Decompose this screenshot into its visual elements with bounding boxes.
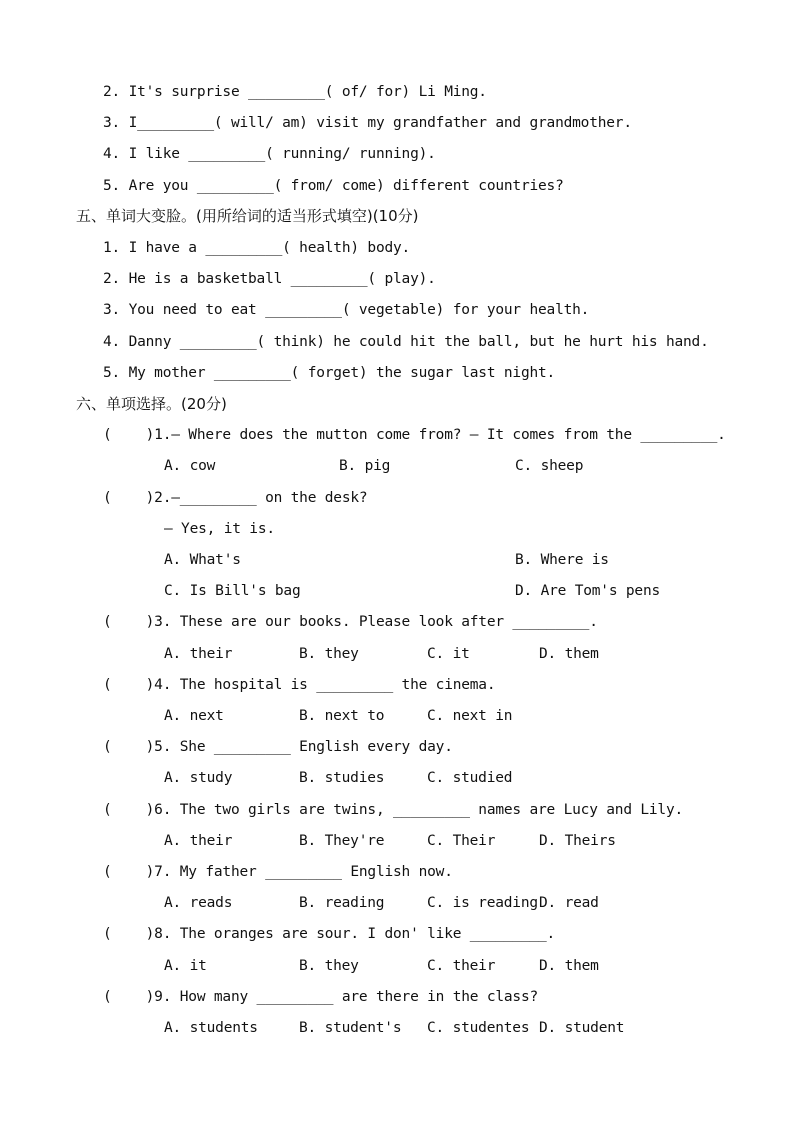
q3-stem: ( )3. These are our books. Please look after _________. [103, 614, 598, 630]
q7-option-d: D. read [539, 895, 599, 911]
q9-option-c: C. studentes [427, 1020, 530, 1036]
q6-option-d: D. Theirs [539, 833, 616, 849]
q2-option-a: A. What's [164, 552, 241, 568]
q7-stem: ( )7. My father _________ English now. [103, 864, 453, 880]
q2-option-d: D. Are Tom's pens [515, 583, 661, 599]
q3-option-d: D. them [539, 646, 599, 662]
q2-option-c: C. Is Bill's bag [164, 583, 301, 599]
q7-option-b: B. reading [299, 895, 385, 911]
q6-option-a: A. their [164, 833, 233, 849]
section4-item-2: 2. It's surprise _________( of/ for) Li Ming. [103, 84, 487, 100]
section5-heading: 五、单词大变脸。(用所给词的适当形式填空)(10分) [76, 207, 419, 225]
q5-option-a: A. study [164, 770, 233, 786]
q4-option-c: C. next in [427, 708, 513, 724]
q4-option-a: A. next [164, 708, 224, 724]
q1-option-b: B. pig [339, 458, 391, 474]
section5-item-5: 5. My mother _________( forget) the sugar last night. [103, 365, 556, 381]
section5-item-1: 1. I have a _________( health) body. [103, 240, 411, 256]
q8-option-a: A. it [164, 958, 207, 974]
q3-option-b: B. they [299, 646, 359, 662]
q5-stem: ( )5. She _________ English every day. [103, 739, 453, 755]
q1-option-c: C. sheep [515, 458, 584, 474]
section4-item-3: 3. I_________( will/ am) visit my grandfather and grandmother. [103, 115, 632, 131]
q7-option-a: A. reads [164, 895, 233, 911]
section6-heading: 六、单项选择。(20分) [76, 395, 227, 413]
q4-option-b: B. next to [299, 708, 385, 724]
q3-option-c: C. it [427, 646, 470, 662]
section4-item-5: 5. Are you _________( from/ come) different countries? [103, 178, 564, 194]
section5-item-3: 3. You need to eat _________( vegetable) for your health. [103, 302, 590, 318]
q6-option-c: C. Their [427, 833, 496, 849]
section4-item-4: 4. I like _________( running/ running). [103, 146, 436, 162]
section5-item-4: 4. Danny _________( think) he could hit the ball, but he hurt his hand. [103, 334, 709, 350]
q2-reply: — Yes, it is. [164, 521, 275, 537]
section5-item-2: 2. He is a basketball _________( play). [103, 271, 436, 287]
q9-option-b: B. student's [299, 1020, 402, 1036]
q1-stem: ( )1.— Where does the mutton come from? — It comes from the _________. [103, 427, 726, 443]
q8-stem: ( )8. The oranges are sour. I don' like _________. [103, 926, 556, 942]
q6-option-b: B. They're [299, 833, 385, 849]
q5-option-b: B. studies [299, 770, 385, 786]
q5-option-c: C. studied [427, 770, 513, 786]
q6-stem: ( )6. The two girls are twins, _________ names are Lucy and Lily. [103, 802, 684, 818]
q7-option-c: C. is reading [427, 895, 538, 911]
q9-stem: ( )9. How many _________ are there in the class? [103, 989, 539, 1005]
q8-option-c: C. their [427, 958, 496, 974]
q8-option-d: D. them [539, 958, 599, 974]
q8-option-b: B. they [299, 958, 359, 974]
q2-option-b: B. Where is [515, 552, 609, 568]
q4-stem: ( )4. The hospital is _________ the cinema. [103, 677, 496, 693]
q9-option-a: A. students [164, 1020, 258, 1036]
q2-stem: ( )2.—_________ on the desk? [103, 490, 368, 506]
q3-option-a: A. their [164, 646, 233, 662]
q1-option-a: A. cow [164, 458, 216, 474]
q9-option-d: D. student [539, 1020, 625, 1036]
